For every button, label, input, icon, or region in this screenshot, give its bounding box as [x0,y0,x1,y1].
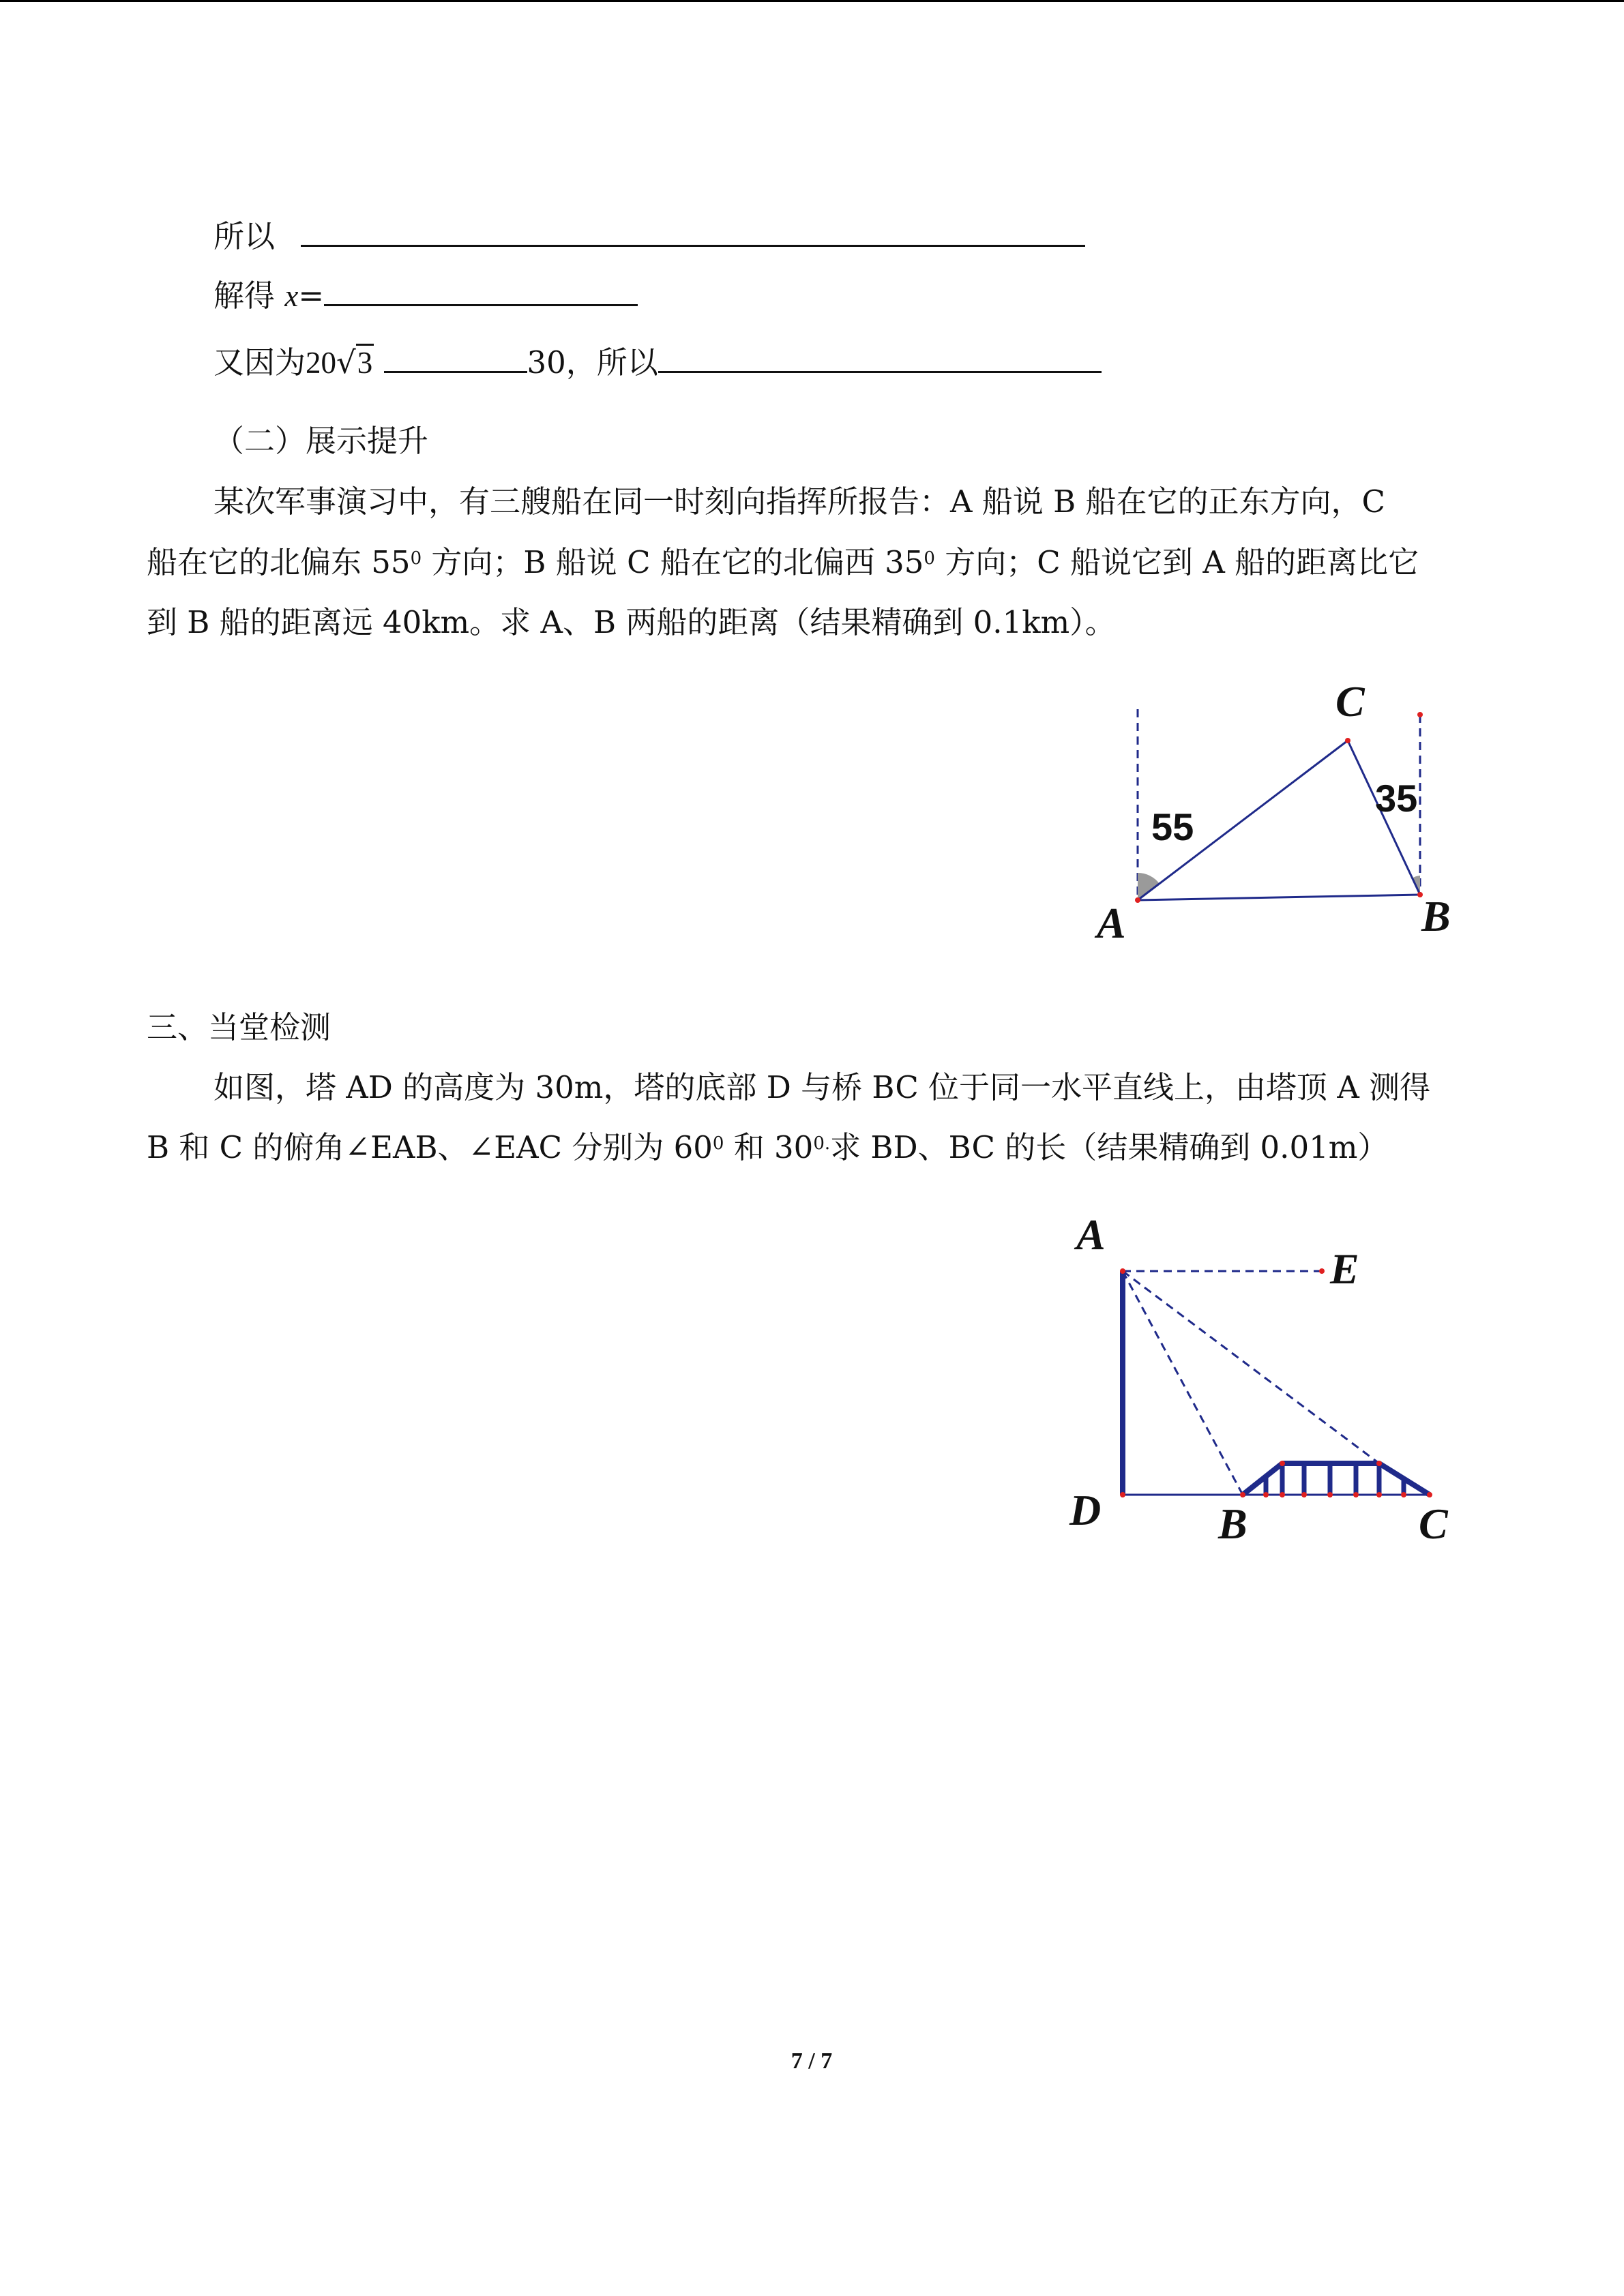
problem-2-line-2 [147,542,1419,583]
line-1-prefix: 所以 [213,218,276,254]
problem-2-text-a: 船在它的北偏东 55 [147,544,411,580]
bridge-joint [1301,1492,1307,1497]
section-3-heading: 三、当堂检测 [147,1009,331,1045]
line-3-coefficient: 20 [306,346,337,380]
bridge-joint [1280,1461,1285,1466]
line-ab-sight [1123,1271,1243,1495]
label-c: C [1335,677,1365,726]
tower-bridge-figure [1057,1207,1480,1562]
problem-2-line-3: 到 B 船的距离远 40km。求 A、B 两船的距离（结果精确到 0.1km）。 [147,604,1116,640]
problem-2-text-b: 方向；B 船说 C 船在它的北偏西 35 [422,544,924,580]
bridge-joint [1263,1492,1269,1497]
point-d [1120,1492,1125,1497]
point-c [1427,1492,1432,1497]
bridge-joint [1327,1492,1333,1497]
problem-2-text-c: 方向；C 船说它到 A 船的距离比它 [934,544,1419,580]
point-a [1135,897,1140,903]
degree-mark: 0. [813,1133,831,1154]
problem-2-line-1: 某次军事演习中，有三艘船在同一时刻向指挥所报告：A 船说 B 船在它的正东方向，C [213,483,1385,520]
label-e: E [1330,1244,1359,1293]
ships-triangle-figure [1050,675,1473,955]
sqrt-icon: √ [336,344,356,381]
degree-mark: 0 [712,1133,724,1154]
angle-b-value: 35 [1375,777,1418,820]
bridge-left-slope [1243,1463,1282,1495]
side-ab [1138,895,1420,900]
angle-a-value: 55 [1151,805,1194,848]
line-2-variable: x [284,279,299,313]
line-2-prefix: 解得 [213,278,276,314]
label-c: C [1419,1500,1448,1548]
problem-3-text-b: 和 30 [724,1129,814,1165]
degree-mark: 0 [924,548,935,569]
sqrt-radicand: 3 [356,344,374,380]
label-b: B [1218,1500,1247,1548]
label-d: D [1069,1486,1102,1534]
problem-3-text-a: B 和 C 的俯角∠EAB、∠EAC 分别为 60 [147,1129,713,1165]
label-a: A [1097,899,1126,947]
answer-line-1 [213,215,1085,257]
point-c [1345,738,1350,743]
bridge-joint [1376,1492,1382,1497]
label-a: A [1076,1210,1106,1259]
page-number: 7 / 7 [791,2048,833,2074]
line-3-middle: 30，所以 [527,344,658,381]
answer-blank-3[interactable] [384,341,527,373]
line-3-prefix: 又因为 [213,344,306,381]
answer-line-3 [213,341,1102,383]
answer-blank-2[interactable] [324,274,638,306]
line-ac-sight [1123,1271,1379,1463]
point-a [1120,1268,1125,1274]
label-b: B [1421,892,1451,940]
bridge-joint [1376,1461,1382,1466]
bridge-joint [1353,1492,1359,1497]
point-e [1319,1268,1325,1274]
problem-3-line-1: 如图，塔 AD 的高度为 30m，塔的底部 D 与桥 BC 位于同一水平直线上，由塔顶 A 测得 [213,1069,1431,1105]
point-b [1240,1492,1245,1497]
bridge-joint [1280,1492,1285,1497]
answer-line-2 [213,274,638,316]
top-border [0,0,1624,2]
problem-3-line-2 [147,1127,1388,1168]
answer-blank-1[interactable] [301,215,1085,247]
degree-mark: 0 [410,548,422,569]
bridge-joint [1401,1492,1406,1497]
problem-3-text-c: 求 BD、BC 的长（结果精确到 0.01m） [830,1129,1389,1165]
section-2-heading: （二）展示提升 [213,423,429,459]
point-north-b [1417,712,1423,717]
answer-blank-4[interactable] [658,341,1102,373]
sqrt-expression [336,342,374,383]
line-2-equals: = [298,278,325,314]
